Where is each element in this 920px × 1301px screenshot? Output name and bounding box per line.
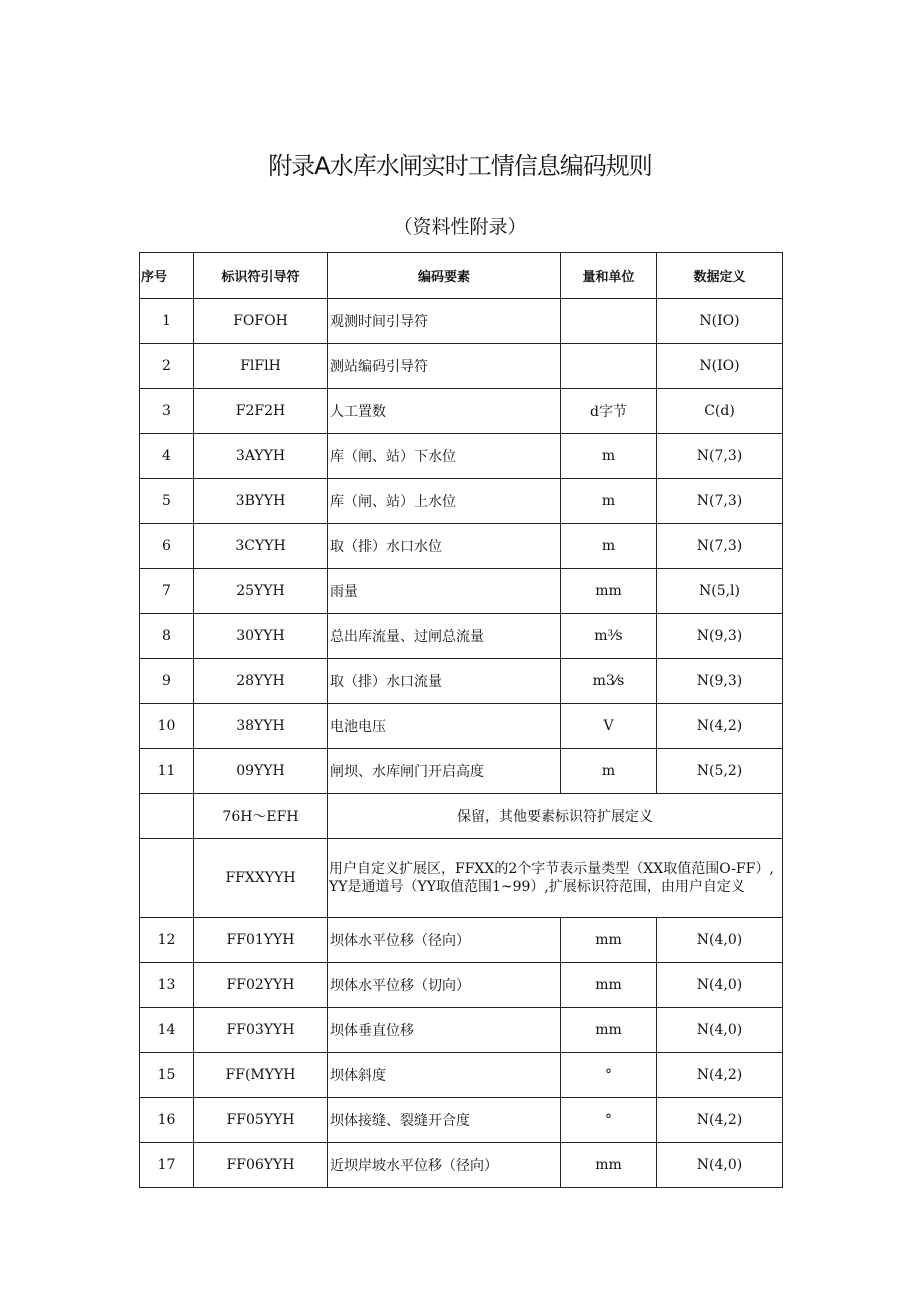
cell-identifier: 25YYH [194, 569, 328, 614]
cell-no: 12 [140, 918, 194, 963]
cell-no: 6 [140, 524, 194, 569]
cell-unit: m³⁄s [561, 614, 657, 659]
table-row [140, 434, 783, 479]
cell-definition: N(7,3) [657, 479, 783, 524]
cell-no: 15 [140, 1053, 194, 1098]
cell-element: 闸坝、水库闸门开启高度 [328, 749, 561, 794]
encoding-table [139, 252, 783, 1188]
table-header-row [140, 253, 783, 299]
user-extension-line-2: YY是通道号（YY取值范围1~99）,扩展标识符范围，由用户自定义 [329, 879, 745, 895]
table-row [140, 659, 783, 704]
header-no: 序号 [140, 253, 194, 299]
cell-no: 13 [140, 963, 194, 1008]
cell-element: 坝体水平位移（切向） [328, 963, 561, 1008]
page-subtitle: （资料性附录） [393, 216, 527, 238]
cell-definition: N(IO) [657, 344, 783, 389]
cell-no: 9 [140, 659, 194, 704]
cell-no: 11 [140, 749, 194, 794]
cell-no: 14 [140, 1008, 194, 1053]
cell-identifier: 30YYH [194, 614, 328, 659]
table-row [140, 614, 783, 659]
table-row [140, 1143, 783, 1188]
header-identifier: 标识符引导符 [194, 253, 328, 299]
cell-identifier: FF05YYH [194, 1098, 328, 1143]
cell-identifier: F2F2H [194, 389, 328, 434]
table-row-reserved [140, 794, 783, 839]
table-row-user-extension [140, 839, 783, 918]
cell-identifier: FFXXYYH [194, 839, 328, 918]
cell-no [140, 839, 194, 918]
cell-identifier: 76H～EFH [194, 794, 328, 839]
cell-definition: N(9,3) [657, 659, 783, 704]
table-row [140, 569, 783, 614]
cell-element: 坝体接缝、裂缝开合度 [328, 1098, 561, 1143]
cell-unit: m [561, 749, 657, 794]
cell-identifier: FOFOH [194, 299, 328, 344]
cell-unit: mm [561, 569, 657, 614]
table-row [140, 389, 783, 434]
cell-unit [561, 344, 657, 389]
cell-element: 取（排）水口流量 [328, 659, 561, 704]
cell-definition: N(7,3) [657, 524, 783, 569]
table-row [140, 344, 783, 389]
cell-no: 3 [140, 389, 194, 434]
cell-definition: N(4,0) [657, 918, 783, 963]
cell-identifier: 28YYH [194, 659, 328, 704]
cell-element: 测站编码引导符 [328, 344, 561, 389]
cell-identifier: 3CYYH [194, 524, 328, 569]
header-definition: 数据定义 [657, 253, 783, 299]
table-row [140, 1008, 783, 1053]
table-row [140, 704, 783, 749]
table-row [140, 918, 783, 963]
table-row [140, 299, 783, 344]
cell-identifier: FF06YYH [194, 1143, 328, 1188]
cell-unit: d字节 [561, 389, 657, 434]
table-row [140, 524, 783, 569]
cell-unit: mm [561, 918, 657, 963]
user-extension-line-1: 用户自定义扩展区，FFXX的2个字节表示量类型（XX取值范围O-FF）, [329, 861, 774, 877]
cell-no: 7 [140, 569, 194, 614]
cell-definition: N(4,2) [657, 1098, 783, 1143]
cell-element: 坝体垂直位移 [328, 1008, 561, 1053]
cell-definition: N(4,0) [657, 1143, 783, 1188]
table-row [140, 1053, 783, 1098]
cell-definition: N(4,2) [657, 1053, 783, 1098]
cell-element: 人工置数 [328, 389, 561, 434]
cell-identifier: 38YYH [194, 704, 328, 749]
cell-user-extension-text [328, 839, 783, 918]
cell-unit [561, 299, 657, 344]
table-row [140, 1098, 783, 1143]
cell-no: 10 [140, 704, 194, 749]
cell-element: 取（排）水口水位 [328, 524, 561, 569]
cell-no: 5 [140, 479, 194, 524]
cell-element: 雨量 [328, 569, 561, 614]
header-element: 编码要素 [328, 253, 561, 299]
cell-definition: N(5,l) [657, 569, 783, 614]
cell-unit: V [561, 704, 657, 749]
cell-unit: m [561, 524, 657, 569]
header-unit: 量和单位 [561, 253, 657, 299]
cell-definition: N(IO) [657, 299, 783, 344]
cell-definition: N(7,3) [657, 434, 783, 479]
cell-no: 8 [140, 614, 194, 659]
cell-identifier: FF02YYH [194, 963, 328, 1008]
cell-unit: m [561, 479, 657, 524]
cell-element: 库（闸、站）下水位 [328, 434, 561, 479]
cell-element: 电池电压 [328, 704, 561, 749]
cell-identifier: FF03YYH [194, 1008, 328, 1053]
page-title: 附录A水库水闸实时工情信息编码规则 [268, 152, 652, 180]
cell-unit: mm [561, 963, 657, 1008]
cell-element: 总出库流量、过闸总流量 [328, 614, 561, 659]
cell-unit: ° [561, 1098, 657, 1143]
cell-unit: m [561, 434, 657, 479]
cell-identifier: FF01YYH [194, 918, 328, 963]
cell-element: 坝体水平位移（径向） [328, 918, 561, 963]
cell-identifier: 3AYYH [194, 434, 328, 479]
cell-unit: m3⁄s [561, 659, 657, 704]
cell-reserved-text: 保留，其他要素标识符扩展定义 [328, 794, 783, 839]
table-row [140, 963, 783, 1008]
cell-unit: mm [561, 1008, 657, 1053]
table-row [140, 749, 783, 794]
cell-unit: ° [561, 1053, 657, 1098]
table-row [140, 479, 783, 524]
cell-identifier: FlFlH [194, 344, 328, 389]
cell-definition: N(5,2) [657, 749, 783, 794]
cell-no: 17 [140, 1143, 194, 1188]
cell-identifier: FF(MYYH [194, 1053, 328, 1098]
cell-identifier: 3BYYH [194, 479, 328, 524]
cell-no: 1 [140, 299, 194, 344]
cell-identifier: 09YYH [194, 749, 328, 794]
cell-definition: N(4,0) [657, 1008, 783, 1053]
cell-definition: N(9,3) [657, 614, 783, 659]
cell-definition: N(4,0) [657, 963, 783, 1008]
cell-element: 观测时间引导符 [328, 299, 561, 344]
cell-element: 库（闸、站）上水位 [328, 479, 561, 524]
cell-element: 坝体斜度 [328, 1053, 561, 1098]
cell-no: 4 [140, 434, 194, 479]
cell-no [140, 794, 194, 839]
cell-definition: N(4,2) [657, 704, 783, 749]
cell-no: 2 [140, 344, 194, 389]
cell-no: 16 [140, 1098, 194, 1143]
cell-element: 近坝岸坡水平位移（径向） [328, 1143, 561, 1188]
cell-definition: C(d) [657, 389, 783, 434]
cell-unit: mm [561, 1143, 657, 1188]
